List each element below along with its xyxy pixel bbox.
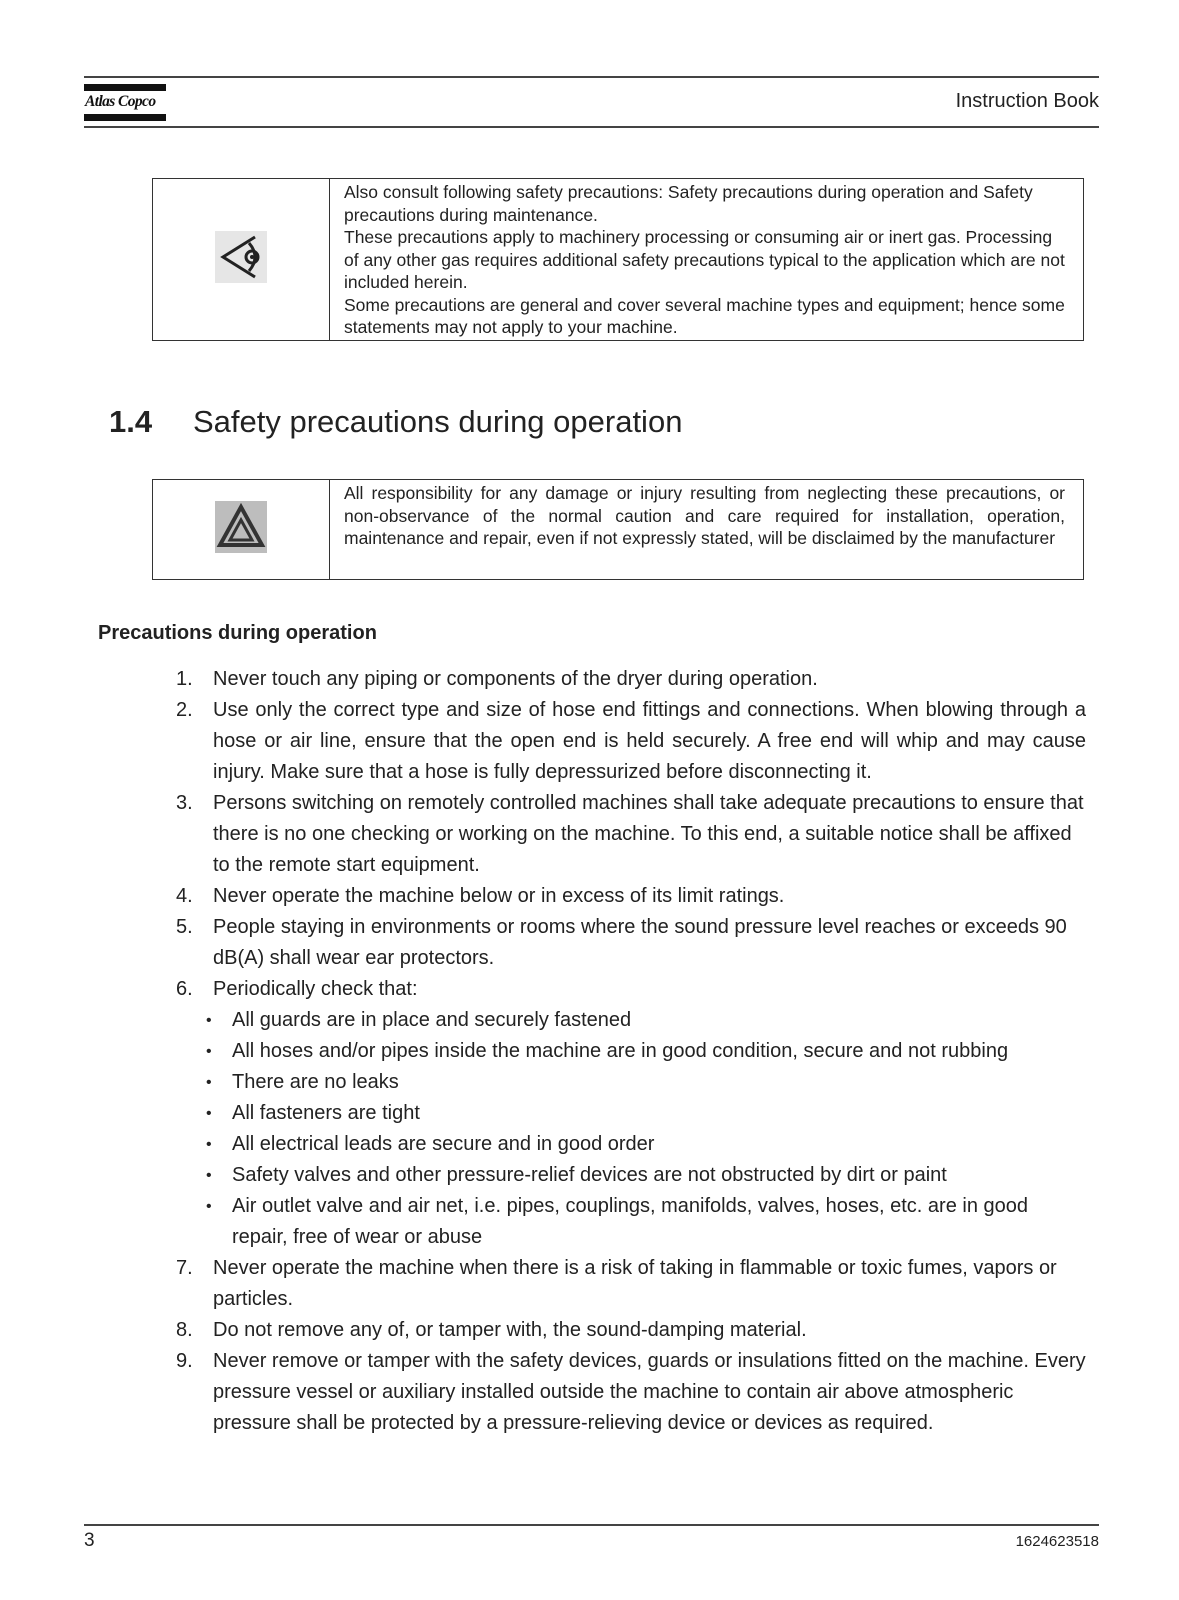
check-item [206, 1129, 1086, 1160]
check-text: Air outlet valve and air net, i.e. pipes, couplings, manifolds, valves, hoses, etc. are in good repair, free of wear or abuse [232, 1195, 1028, 1248]
notice-line: Also consult following safety precautions: Safety precautions during operation and Safety precautions during maintenance. [344, 182, 1033, 225]
logo-bar-bottom [84, 114, 166, 121]
page-number: 3 [84, 1530, 95, 1551]
item-text: Use only the correct type and size of hose end fittings and connections. When blowing through a hose or air line, ensure that the open end is held securely. A free end will whip and may cause injury. Make sure that a hose is fully depressurized before disconnecting it. [213, 699, 1086, 783]
footer-rule [84, 1524, 1099, 1526]
notice-line: These precautions apply to machinery processing or consuming air or inert gas. Processing of any other gas requires additional safety precautions typical to the application which are not included herein. [344, 227, 1065, 292]
item-number: 2. [176, 699, 193, 721]
item-text: Never operate the machine below or in excess of its limit ratings. [213, 885, 785, 907]
item-number: 8. [176, 1319, 193, 1341]
item-text: Never remove or tamper with the safety devices, guards or insulations fitted on the machine. Every pressure vessel or auxiliary installed outside the machine to contain air above atmospheric pressure shall be protected by a pressure-relieving device or devices as required. [213, 1350, 1086, 1434]
list-item [176, 1315, 1086, 1346]
item-number: 4. [176, 885, 193, 907]
notice-line: Some precautions are general and cover several machine types and equipment; hence some statements may not apply to your machine. [344, 294, 1065, 337]
check-text: There are no leaks [232, 1071, 399, 1093]
bullet-glyph: • [206, 1198, 212, 1215]
document-number: 1624623518 [1015, 1533, 1099, 1550]
logo-text: Atlas Copco [85, 93, 156, 110]
responsibility-notice-box [152, 479, 1084, 580]
check-text: Safety valves and other pressure-relief devices are not obstructed by dirt or paint [232, 1164, 947, 1186]
item-number: 9. [176, 1350, 193, 1372]
header-rule-bottom [84, 126, 1099, 128]
responsibility-notice-text [330, 480, 1083, 579]
item-text: Periodically check that: [213, 978, 418, 1000]
section-heading [109, 404, 682, 440]
atlas-copco-logo [84, 81, 166, 123]
list-item [176, 974, 1086, 1005]
logo-bar-top [84, 84, 166, 91]
bullet-glyph: • [206, 1105, 212, 1122]
list-item [176, 664, 1086, 695]
page-header [84, 76, 1099, 128]
list-item [176, 1346, 1086, 1439]
document-title: Instruction Book [955, 90, 1099, 112]
list-item [176, 1253, 1086, 1315]
list-item [176, 881, 1086, 912]
notice-text: All responsibility for any damage or injury resulting from neglecting these precautions, or non-observance of the normal caution and care required for installation, operation, maintenance and repair, even if not expressly stated, will be disclaimed by the manufacturer [344, 483, 1065, 548]
list-item [176, 695, 1086, 788]
notice-icon-cell [153, 480, 330, 579]
notice-icon-cell [153, 179, 330, 340]
section-number: 1.4 [109, 404, 153, 439]
bullet-glyph: • [206, 1012, 212, 1029]
check-item [206, 1098, 1086, 1129]
section-title: Safety precautions during operation [193, 404, 683, 439]
check-item [206, 1191, 1086, 1253]
check-text: All hoses and/or pipes inside the machine are in good condition, secure and not rubbing [232, 1040, 1009, 1062]
eye-icon [215, 231, 267, 288]
item-text: Do not remove any of, or tamper with, the sound-damping material. [213, 1319, 807, 1341]
item-text: Persons switching on remotely controlled machines shall take adequate precautions to ensure that there is no one checking or working on the machine. To this end, a suitable notice shall be affixed to the remote start equipment. [213, 792, 1084, 876]
list-item [176, 788, 1086, 881]
item-text: Never touch any piping or components of the dryer during operation. [213, 668, 818, 690]
consult-notice-text [330, 179, 1083, 340]
item-number: 5. [176, 916, 193, 938]
check-text: All electrical leads are secure and in good order [232, 1133, 655, 1155]
check-item [206, 1067, 1086, 1098]
item-text: People staying in environments or rooms where the sound pressure level reaches or exceeds 90 dB(A) shall wear ear protectors. [213, 916, 1067, 969]
check-item [206, 1036, 1086, 1067]
check-item [206, 1005, 1086, 1036]
check-text: All fasteners are tight [232, 1102, 420, 1124]
checks-sublist [176, 1005, 1086, 1253]
check-text: All guards are in place and securely fastened [232, 1009, 632, 1031]
check-item [206, 1160, 1086, 1191]
bullet-glyph: • [206, 1043, 212, 1060]
precautions-heading: Precautions during operation [98, 622, 377, 644]
item-text: Never operate the machine when there is a risk of taking in flammable or toxic fumes, vapors or particles. [213, 1257, 1057, 1310]
bullet-glyph: • [206, 1136, 212, 1153]
item-number: 6. [176, 978, 193, 1000]
item-number: 1. [176, 668, 193, 690]
bullet-glyph: • [206, 1167, 212, 1184]
warning-triangle-icon [215, 501, 267, 558]
precautions-list [176, 664, 1086, 1439]
consult-notice-box [152, 178, 1084, 341]
list-item [176, 912, 1086, 974]
bullet-glyph: • [206, 1074, 212, 1091]
header-rule-top [84, 76, 1099, 78]
item-number: 7. [176, 1257, 193, 1279]
item-number: 3. [176, 792, 193, 814]
